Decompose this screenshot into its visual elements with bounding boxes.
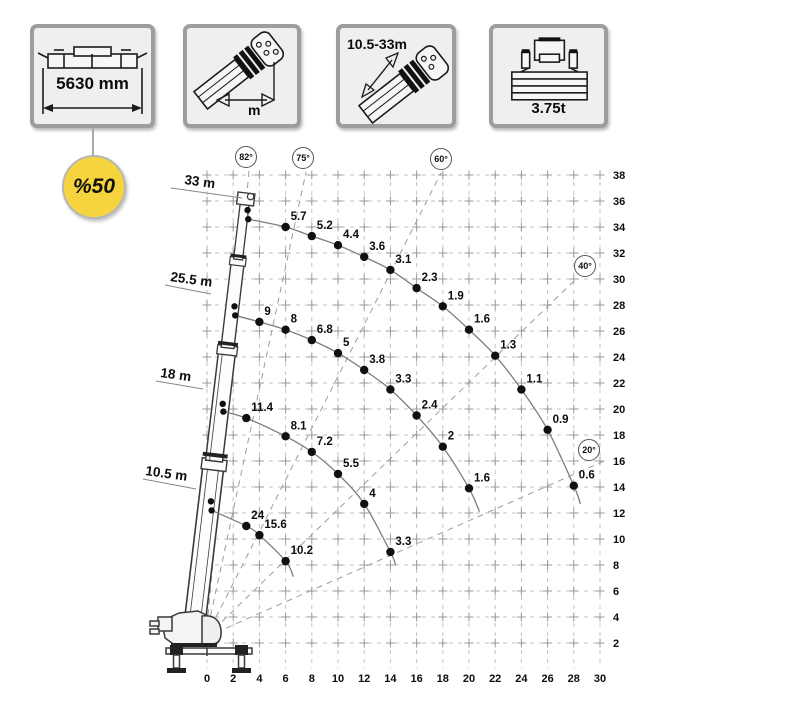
- curve-start-dot: [232, 312, 238, 318]
- crane-illustration: [150, 191, 259, 673]
- y-tick-label: 6: [613, 586, 620, 598]
- curve-start-dot: [208, 507, 214, 513]
- x-tick-label: 6: [282, 673, 289, 685]
- load-label: 1.6: [474, 313, 490, 326]
- load-label: 5.2: [316, 220, 333, 233]
- data-point: [360, 500, 368, 508]
- y-tick-label: 30: [613, 274, 626, 286]
- data-point: [360, 366, 368, 374]
- load-label: 3.3: [395, 373, 412, 386]
- data-point: [242, 522, 250, 530]
- data-point: [439, 443, 447, 451]
- boom-length-label: 33 m: [183, 172, 217, 192]
- y-tick-label: 32: [613, 248, 626, 260]
- load-label: 15.6: [264, 519, 287, 532]
- load-label: 8.1: [290, 420, 307, 433]
- data-point: [412, 284, 420, 292]
- y-tick-label: 20: [613, 404, 626, 416]
- load-label: 3.3: [395, 536, 412, 548]
- load-label: 9: [264, 305, 271, 318]
- data-point: [281, 557, 289, 565]
- load-label: 3.1: [395, 253, 412, 266]
- load-label: 7.2: [316, 435, 333, 448]
- y-tick-label: 26: [613, 326, 626, 338]
- load-label: 4.4: [343, 229, 359, 242]
- load-label: 11.4: [251, 402, 274, 415]
- x-tick-label: 12: [358, 673, 371, 685]
- boom-length-label: 18 m: [159, 365, 193, 385]
- data-point: [255, 318, 263, 326]
- curve-start-dot: [231, 303, 237, 309]
- y-tick-label: 12: [613, 508, 626, 520]
- data-point: [412, 411, 420, 419]
- x-tick-label: 18: [436, 673, 449, 685]
- data-point: [308, 448, 316, 456]
- y-tick-label: 8: [613, 560, 620, 572]
- data-point: [386, 385, 394, 393]
- y-tick-label: 22: [613, 378, 626, 390]
- data-point: [465, 326, 473, 334]
- x-tick-label: 14: [384, 673, 397, 685]
- load-label: 0.6: [578, 469, 595, 482]
- y-tick-label: 14: [613, 482, 626, 494]
- y-tick-label: 10: [613, 534, 626, 546]
- load-label: 0.9: [552, 413, 569, 426]
- y-tick-label: 38: [613, 170, 626, 182]
- x-tick-label: 28: [567, 673, 580, 685]
- data-point: [308, 232, 316, 240]
- load-label: 2.3: [421, 272, 438, 285]
- data-point: [255, 531, 263, 539]
- x-tick-label: 8: [308, 673, 315, 685]
- data-point: [570, 482, 578, 490]
- boom-range-label: 10.5-33m: [347, 36, 407, 52]
- load-label: 4: [369, 487, 376, 500]
- x-tick-label: 2: [230, 673, 237, 685]
- y-tick-label: 24: [613, 352, 626, 364]
- angle-label-75: 75°: [296, 153, 310, 164]
- y-tick-label: 4: [613, 612, 620, 624]
- data-point: [281, 432, 289, 440]
- load-label: 10.2: [290, 545, 313, 558]
- load-label: 1.1: [526, 373, 543, 386]
- x-tick-label: 4: [256, 673, 263, 685]
- curve-start-dot: [208, 498, 214, 504]
- x-tick-label: 20: [462, 673, 476, 685]
- data-point: [334, 470, 342, 478]
- data-point: [281, 223, 289, 231]
- x-tick-label: 0: [203, 673, 211, 685]
- x-tick-label: 22: [489, 673, 502, 685]
- load-label: 6.8: [316, 324, 333, 337]
- y-tick-label: 16: [613, 456, 626, 468]
- y-tick-label: 36: [613, 196, 626, 208]
- data-point: [360, 253, 368, 261]
- curve-start-dot: [244, 207, 250, 213]
- load-label: 2.4: [421, 399, 438, 412]
- data-point: [281, 326, 289, 334]
- load-label: 1.9: [447, 290, 464, 303]
- data-point: [439, 302, 447, 310]
- load-label: 3.8: [369, 354, 386, 366]
- x-tick-label: 16: [410, 673, 423, 685]
- curve-start-dot: [220, 408, 226, 414]
- radius-unit-label: m: [248, 102, 261, 118]
- data-point: [242, 414, 250, 422]
- y-tick-label: 28: [613, 300, 626, 312]
- data-point: [334, 349, 342, 357]
- data-point: [517, 385, 525, 393]
- load-label: 5.5: [343, 458, 359, 470]
- data-point: [334, 241, 342, 249]
- curve-start-dot: [220, 401, 226, 407]
- boom-length-label: 10.5 m: [144, 463, 189, 484]
- data-point: [386, 548, 394, 556]
- angle-label-60: 60°: [434, 154, 448, 165]
- data-point: [465, 484, 473, 492]
- load-label: 5.7: [290, 211, 307, 223]
- counterweight-label: 3.75t: [531, 100, 566, 117]
- x-tick-label: 24: [515, 673, 528, 685]
- curve-start-dot: [245, 216, 251, 222]
- x-tick-label: 26: [541, 673, 554, 685]
- load-label: 8: [290, 313, 298, 326]
- x-tick-label: 30: [593, 673, 607, 685]
- load-label: 2: [447, 430, 455, 443]
- carrier-length-label: 5630 mm: [56, 74, 129, 93]
- load-label: 3.6: [369, 240, 386, 253]
- data-point: [543, 426, 551, 434]
- angle-label-40: 40°: [578, 261, 592, 272]
- boom-length-label: 25.5 m: [169, 269, 214, 290]
- load-label: 1.6: [474, 472, 490, 485]
- capacity-percent-label: %50: [72, 175, 116, 198]
- x-tick-label: 10: [331, 673, 345, 685]
- load-label: 5: [343, 337, 350, 350]
- data-point: [491, 352, 499, 360]
- y-tick-label: 18: [613, 430, 626, 442]
- data-point: [386, 266, 394, 274]
- y-tick-label: 34: [613, 222, 626, 234]
- angle-label-82: 82°: [239, 152, 253, 163]
- y-tick-label: 2: [613, 638, 620, 650]
- angle-label-20: 20°: [582, 445, 596, 456]
- load-label: 1.3: [500, 339, 517, 352]
- data-point: [308, 336, 316, 344]
- load-label: 24: [251, 510, 265, 522]
